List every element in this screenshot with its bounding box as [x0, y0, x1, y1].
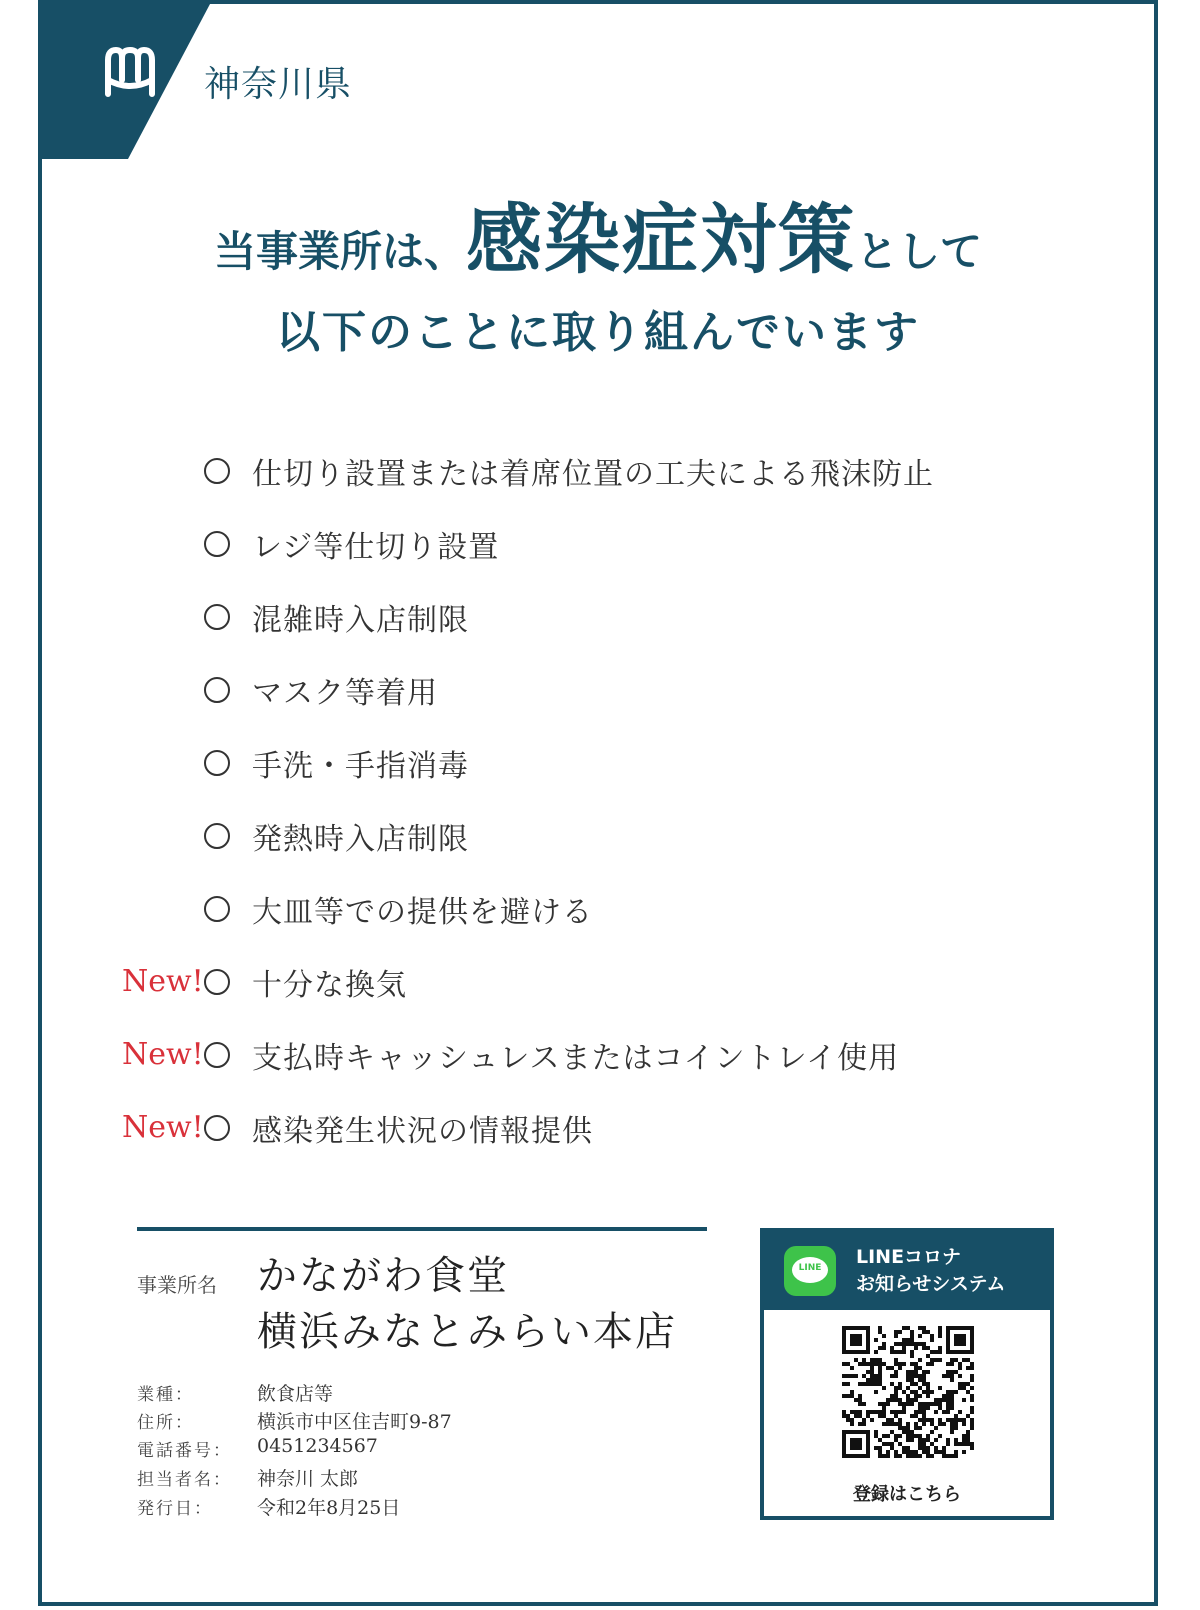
business-name-label: 事業所名: [137, 1273, 217, 1297]
headline-line2: 以下のことに取り組んでいます: [276, 307, 920, 358]
line-box-title-line2: お知らせシステム: [856, 1273, 1006, 1295]
new-badge: New!: [122, 964, 204, 999]
checkmark-circle-icon: [204, 969, 230, 995]
detail-value-address: 横浜市中区住吉町9-87: [257, 1411, 452, 1433]
measure-item: [82, 799, 1082, 872]
line-box-title: [856, 1244, 1006, 1298]
measure-text: 混雑時入店制限: [252, 602, 469, 638]
qr-code-icon[interactable]: [842, 1326, 974, 1458]
checkmark-circle-icon: [204, 1115, 230, 1141]
measure-text: 支払時キャッシュレスまたはコイントレイ使用: [252, 1040, 900, 1076]
measure-item: [82, 434, 1082, 507]
measure-text: レジ等仕切り設置: [252, 529, 500, 565]
headline-suffix: として: [856, 227, 983, 276]
detail-value-phone: 0451234567: [257, 1435, 378, 1457]
detail-value-industry: 飲食店等: [257, 1383, 334, 1405]
measure-text: 仕切り設置または着席位置の工夫による飛沫防止: [252, 456, 934, 492]
qr-caption: 登録はこちら: [853, 1484, 961, 1505]
checkmark-circle-icon: [204, 823, 230, 849]
headline-prefix: 当事業所は、: [213, 227, 466, 276]
checkmark-circle-icon: [204, 531, 230, 557]
business-divider: [137, 1227, 707, 1231]
measure-item: [82, 1018, 1082, 1091]
checkmark-circle-icon: [204, 677, 230, 703]
prefecture-name: 神奈川県: [204, 64, 353, 105]
checkmark-circle-icon: [204, 750, 230, 776]
detail-label-issue-date: 発行日：: [137, 1499, 213, 1519]
measure-item: [82, 726, 1082, 799]
detail-value-contact: 神奈川 太郎: [257, 1468, 359, 1490]
line-app-icon: [784, 1246, 836, 1296]
measure-item: [82, 580, 1082, 653]
measure-item: [82, 872, 1082, 945]
line-box-header: [764, 1232, 1050, 1310]
line-box-title-line1: LINEコロナ: [856, 1246, 962, 1268]
business-name-line1: かながわ食堂: [257, 1253, 509, 1299]
measure-item: [82, 1091, 1082, 1164]
measure-text: 大皿等での提供を避ける: [252, 894, 593, 930]
detail-value-issue-date: 令和2年8月25日: [257, 1497, 401, 1519]
detail-label-contact: 担当者名：: [137, 1470, 232, 1490]
checkmark-circle-icon: [204, 604, 230, 630]
detail-label-address: 住所：: [137, 1413, 194, 1433]
line-icon-text: LINE: [798, 1263, 822, 1273]
headline-emphasis: 感染症対策: [466, 195, 856, 284]
poster-frame: [38, 0, 1158, 1606]
new-badge: New!: [122, 1110, 204, 1145]
detail-label-industry: 業種：: [137, 1385, 194, 1405]
detail-label-phone: 電話番号：: [137, 1441, 232, 1461]
checkmark-circle-icon: [204, 1042, 230, 1068]
headline-line1: [42, 179, 1154, 288]
checkmark-circle-icon: [204, 458, 230, 484]
measure-item: [82, 507, 1082, 580]
line-registration-box[interactable]: [760, 1228, 1054, 1520]
measure-text: 十分な換気: [252, 967, 407, 1003]
business-name-line2: 横浜みなとみらい本店: [257, 1309, 677, 1355]
new-badge: New!: [122, 1037, 204, 1072]
measure-text: 発熱時入店制限: [252, 821, 469, 857]
measure-text: 手洗・手指消毒: [252, 748, 469, 784]
kanagawa-emblem-icon: [98, 40, 162, 104]
measure-item: [82, 945, 1082, 1018]
measure-item: [82, 653, 1082, 726]
measures-list: [82, 434, 1082, 1164]
measure-text: マスク等着用: [252, 675, 438, 711]
checkmark-circle-icon: [204, 896, 230, 922]
measure-text: 感染発生状況の情報提供: [252, 1113, 593, 1149]
